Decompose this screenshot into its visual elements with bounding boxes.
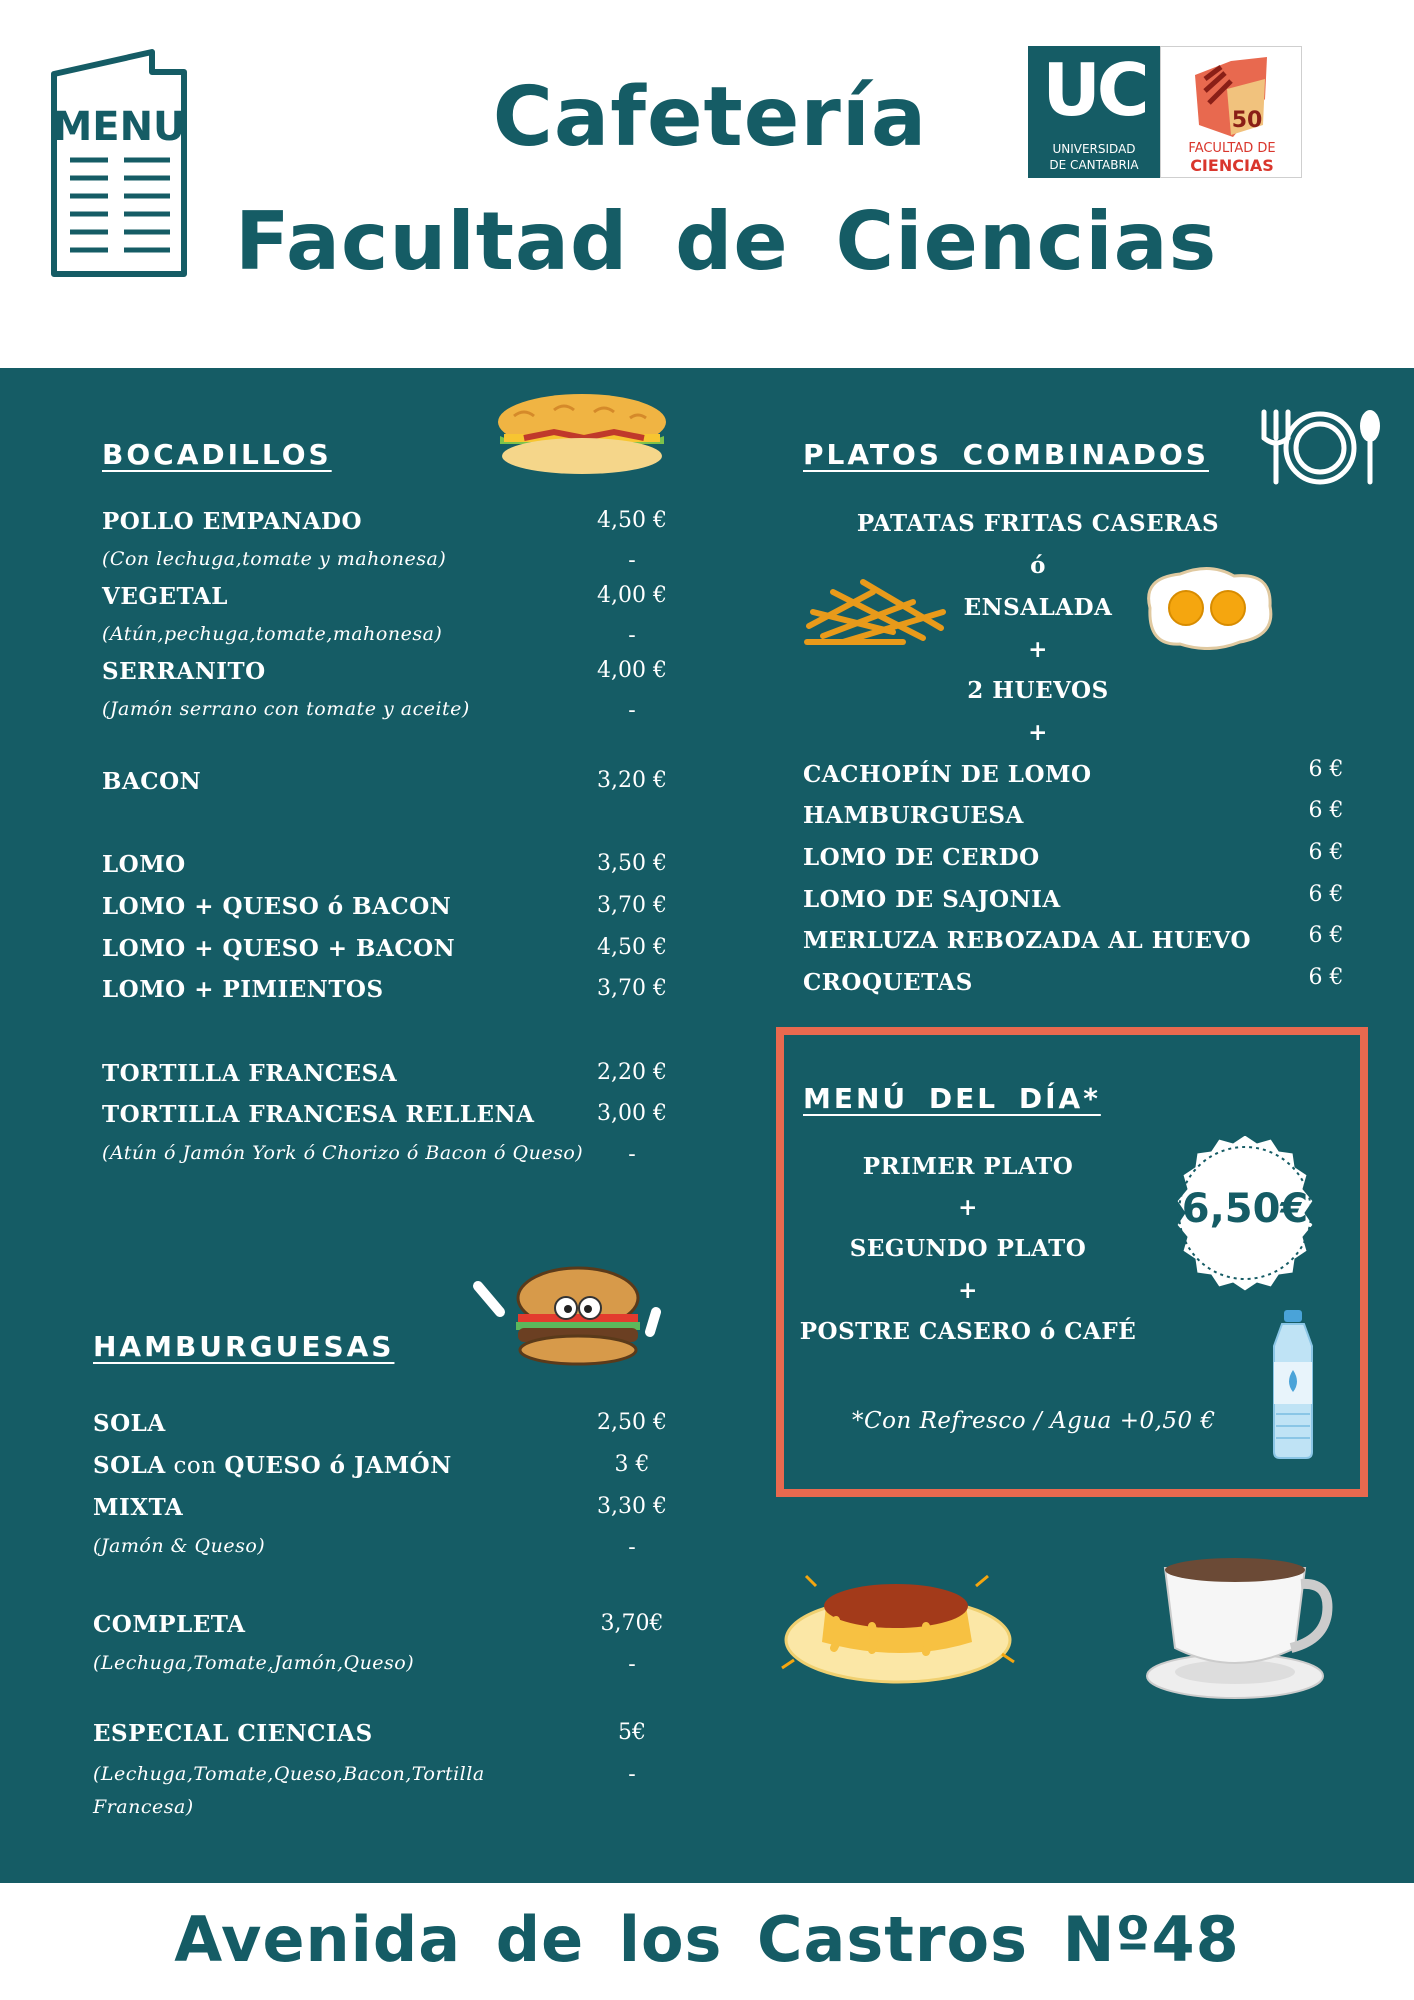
bocadillo-item-price: 4,00 €	[597, 583, 667, 608]
bocadillo-item-name: TORTILLA FRANCESA	[102, 1060, 398, 1087]
bocadillo-item-price: 4,50 €	[597, 508, 667, 533]
bocadillo-item-desc: (Jamón serrano con tomate y aceite)	[102, 698, 470, 720]
bocadillo-item-price: 2,20 €	[597, 1060, 667, 1085]
uc-logo	[1028, 46, 1160, 178]
facultad-logo-line2: CIENCIAS	[1190, 156, 1274, 175]
bocadillo-item-name: LOMO + QUESO ó BACON	[102, 893, 452, 920]
platos-base-line: ó	[1030, 552, 1046, 579]
plato-item-price: 6 €	[1308, 840, 1344, 865]
bocadillo-item-price: 4,00 €	[597, 658, 667, 683]
footer	[0, 1883, 1414, 2000]
plate-cutlery-icon	[1254, 408, 1384, 486]
burger-mascot-icon	[470, 1262, 670, 1372]
bocadillo-item-price: 3,70 €	[597, 893, 667, 918]
bocadillo-item-name: LOMO + PIMIENTOS	[102, 976, 384, 1003]
svg-text:50: 50	[1231, 108, 1263, 133]
bocadillo-item-price: 3,50 €	[597, 851, 667, 876]
facultad-logo	[1160, 46, 1302, 178]
flan-icon	[776, 1550, 1016, 1690]
bocadillo-item-desc-price: -	[628, 548, 636, 573]
plato-item-price: 6 €	[1308, 757, 1344, 782]
hamburguesa-item-price: 2,50 €	[597, 1410, 667, 1435]
platos-title: PLATOS COMBINADOS	[803, 438, 1209, 471]
hamburguesa-item-price: 5€	[618, 1720, 646, 1745]
hamburguesa-item-name	[93, 1452, 452, 1479]
page-subtitle: Facultad de Ciencias	[235, 195, 1218, 288]
menu-del-dia-price: 6,50€	[1181, 1186, 1309, 1232]
hamburguesa-item-price: 3 €	[614, 1452, 650, 1477]
page-title: Cafetería	[492, 70, 928, 165]
header	[0, 0, 1414, 368]
plato-item-name: LOMO DE SAJONIA	[803, 886, 1061, 913]
facultad-logo-line1: FACULTAD DE	[1188, 141, 1276, 156]
plato-item-price: 6 €	[1308, 965, 1344, 990]
hamburguesa-item-price: 3,70€	[600, 1611, 664, 1636]
bocadillo-item-name: LOMO	[102, 851, 186, 878]
platos-base-line: 2 HUEVOS	[967, 677, 1109, 704]
price-badge	[1165, 1133, 1325, 1293]
bocadillo-item-desc-price: -	[628, 1142, 636, 1167]
plato-item-price: 6 €	[1308, 798, 1344, 823]
hamburguesa-item-price: 3,30 €	[597, 1494, 667, 1519]
hamburguesa-item-name: COMPLETA	[93, 1611, 246, 1638]
platos-base-line: PATATAS FRITAS CASERAS	[856, 510, 1220, 537]
bocadillo-item-name: POLLO EMPANADO	[102, 508, 363, 535]
hamburguesa-item-name: SOLA	[93, 1410, 166, 1437]
bocadillo-item-price: 3,20 €	[597, 768, 667, 793]
coffee-cup-icon	[1145, 1548, 1335, 1708]
fried-eggs-icon	[1140, 566, 1274, 650]
hamburguesa-item-desc-price: -	[628, 1535, 636, 1560]
bocadillo-item-price: 3,00 €	[597, 1101, 667, 1126]
menu-del-dia-line: SEGUNDO PLATO	[849, 1235, 1087, 1262]
platos-base-line: ENSALADA	[963, 594, 1113, 621]
plato-item-name: CACHOPÍN DE LOMO	[803, 761, 1092, 788]
bocadillo-item-name: VEGETAL	[102, 583, 228, 610]
menu-del-dia-line: +	[958, 1277, 978, 1304]
bocadillo-item-price: 3,70 €	[597, 976, 667, 1001]
fries-icon	[803, 572, 951, 650]
menu-del-dia-title: MENÚ DEL DÍA*	[803, 1082, 1101, 1115]
platos-base-line: +	[1028, 719, 1048, 746]
bocadillos-title: BOCADILLOS	[102, 438, 332, 471]
hamburguesa-item-desc-price: -	[628, 1652, 636, 1677]
hamburguesa-item-name-part: SOLA	[93, 1452, 166, 1479]
plato-item-name: HAMBURGUESA	[803, 802, 1024, 829]
uc-logo-mark: UC	[1042, 48, 1146, 132]
menu-del-dia-line: +	[958, 1194, 978, 1221]
bocadillo-item-name: TORTILLA FRANCESA RELLENA	[102, 1101, 535, 1128]
platos-base-line: +	[1028, 636, 1048, 663]
plato-item-name: CROQUETAS	[803, 969, 973, 996]
sandwich-icon	[494, 392, 670, 478]
plato-item-price: 6 €	[1308, 882, 1344, 907]
hamburguesa-item-desc: (Jamón & Queso)	[93, 1535, 266, 1557]
bocadillo-item-name: BACON	[102, 768, 202, 795]
menu-del-dia-line: POSTRE CASERO ó CAFÉ	[799, 1318, 1137, 1345]
facultad-emblem-icon	[1191, 55, 1273, 141]
hamburguesa-item-desc: (Lechuga,Tomate,Queso,Bacon,Tortilla Francesa)	[93, 1763, 485, 1818]
menu-card-icon	[50, 44, 190, 280]
bocadillo-item-desc: (Atún ó Jamón York ó Chorizo ó Bacon ó Queso)	[102, 1142, 584, 1164]
water-bottle-icon	[1268, 1310, 1318, 1460]
uc-logo-line1: UNIVERSIDAD	[1052, 142, 1136, 156]
bocadillo-item-desc-price: -	[628, 698, 636, 723]
hamburguesa-item-name-part: QUESO ó JAMÓN	[224, 1452, 452, 1479]
uc-logo-line2: DE CANTABRIA	[1049, 158, 1139, 172]
hamburguesa-item-name: ESPECIAL CIENCIAS	[93, 1720, 373, 1747]
svg-text:MENU: MENU	[52, 104, 186, 150]
plato-item-name: LOMO DE CERDO	[803, 844, 1040, 871]
bocadillo-item-price: 4,50 €	[597, 935, 667, 960]
bocadillo-item-name: LOMO + QUESO + BACON	[102, 935, 456, 962]
bocadillo-item-desc: (Atún,pechuga,tomate,mahonesa)	[102, 623, 443, 645]
menu-del-dia-line: PRIMER PLATO	[862, 1153, 1074, 1180]
hamburguesa-item-name-part: con	[165, 1453, 225, 1479]
menu-del-dia-note: *Con Refresco / Agua +0,50 €	[852, 1408, 1216, 1434]
bocadillo-item-name: SERRANITO	[102, 658, 266, 685]
bocadillo-item-desc-price: -	[628, 623, 636, 648]
bocadillo-item-desc: (Con lechuga,tomate y mahonesa)	[102, 548, 447, 570]
footer-address: Avenida de los Castros Nº48	[174, 1903, 1240, 1976]
hamburguesa-item-desc: (Lechuga,Tomate,Jamón,Queso)	[93, 1652, 415, 1674]
hamburguesa-item-name: MIXTA	[93, 1494, 184, 1521]
plato-item-price: 6 €	[1308, 923, 1344, 948]
hamburguesas-title: HAMBURGUESAS	[93, 1330, 395, 1363]
plato-item-name: MERLUZA REBOZADA AL HUEVO	[803, 927, 1252, 954]
hamburguesa-item-desc-price: -	[628, 1762, 636, 1787]
